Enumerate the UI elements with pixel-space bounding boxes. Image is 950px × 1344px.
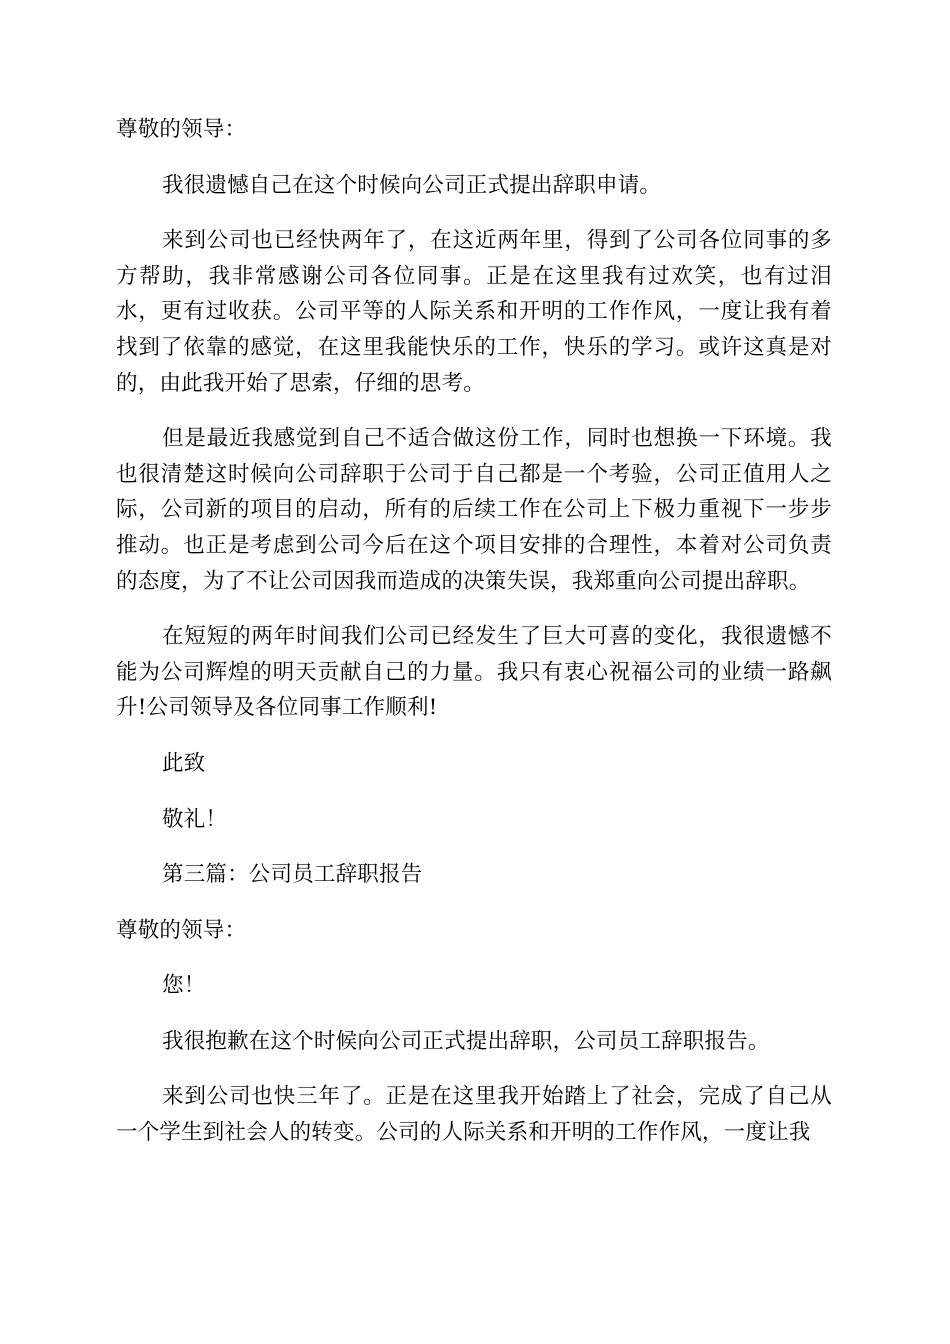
salutation-1: 尊敬的领导：: [116, 117, 247, 142]
paragraph-body-2: 但是最近我感觉到自己不适合做这份工作，同时也想换一下环境。我也很清楚这时候向公司辞职于公司于自己都是一个考验，公司正值用人之际，公司新的项目的启动，所有的后续工作在公司上下极力重视下一步步推动。也正是考虑到公司今后在这个项目安排的合理性，本着对公司负责的态度，为了不让公司因我而造成的决策失误，我郑重向公司提出辞职。: [116, 426, 832, 594]
paragraph-body-1: 来到公司也已经快两年了，在这近两年里，得到了公司各位同事的多方帮助，我非常感谢公司各位同事。正是在这里我有过欢笑，也有过泪水，更有过收获。公司平等的人际关系和开明的工作作风，一度让我有着找到了依靠的感觉，在这里我能快乐的工作，快乐的学习。或许这真是对的，由此我开始了思索，仔细的思考。: [116, 228, 832, 396]
closing-line-1: 此致: [162, 750, 206, 776]
greeting-line: 您！: [162, 973, 206, 999]
paragraph-intro-2: 我很抱歉在这个时候向公司正式提出辞职，公司员工辞职报告。: [162, 1028, 770, 1054]
salutation-2: 尊敬的领导：: [116, 917, 247, 943]
paragraph-body-3: 在短短的两年时间我们公司已经发生了巨大可喜的变化，我很遗憾不能为公司辉煌的明天贡献自己的力量。我只有衷心祝福公司的业绩一路飙升!公司领导及各位同事工作顺利!: [116, 624, 832, 721]
section-heading: 第三篇：公司员工辞职报告: [162, 862, 423, 888]
closing-line-2: 敬礼！: [162, 806, 228, 832]
paragraph-body-4: 来到公司也快三年了。正是在这里我开始踏上了社会，完成了自己从一个学生到社会人的转变。公司的人际关系和开明的工作作风，一度让我: [116, 1084, 832, 1146]
paragraph-intro-1: 我很遗憾自己在这个时候向公司正式提出辞职申请。: [162, 172, 662, 198]
document-body: [116, 112, 832, 1171]
